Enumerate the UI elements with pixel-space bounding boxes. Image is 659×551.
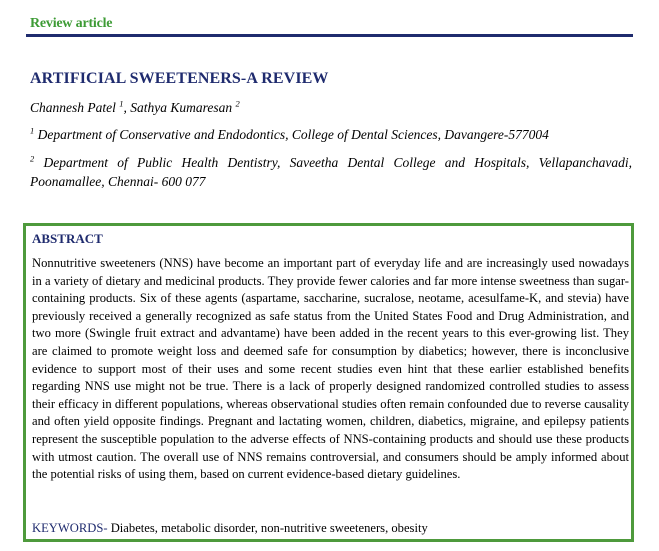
author-affiliation-marker: 1: [119, 98, 124, 109]
affiliation-1: [30, 125, 632, 144]
affiliation-number: 1: [30, 125, 35, 136]
keywords-line: [32, 521, 428, 536]
header-rule: [26, 34, 633, 37]
author-list: [30, 100, 240, 116]
author-name: Sathya Kumaresan: [130, 100, 233, 115]
affiliation-text: Department of Conservative and Endodontics, College of Dental Sciences, Davangere-577004: [37, 127, 549, 142]
author-affiliation-marker: 2: [235, 98, 240, 109]
keywords-text: Diabetes, metabolic disorder, non-nutritive sweeteners, obesity: [107, 521, 428, 535]
abstract-body: Nonnutritive sweeteners (NNS) have become an important part of everyday life and are increasingly used nowadays in a variety of dietary and medicinal products. They provide fewer calories and far more intense sweetness than sugar-containing products. Six of these agents (aspartame, saccharine, sucralose, neotame, acesulfame-K, and stevia) have previously received a generally recognized as safe status from the United States Food and Drug Administration, and two more (Swingle fruit extract and advantame) have been added in the recent years to this ever-growing list. They are claimed to promote weight loss and deemed safe for consumption by diabetics; however, there is inconclusive evidence to support most of their uses and some recent studies even hint that these earlier established benefits regarding NNS use might not be true. There is a lack of properly designed randomized controlled studies to assess their efficacy in different populations, whereas observational studies often remain confounded due to reverse causality and often yield opposite findings. Pregnant and lactating women, children, diabetics, migraine, and epilepsy patients represent the susceptible population to the adverse effects of NNS-containing products and should use these products with utmost caution. The overall use of NNS remains controversial, and consumers should be amply informed about the potential risks of using them, based on current evidence-based dietary guidelines.: [32, 256, 629, 482]
article-type-label: Review article: [30, 16, 113, 31]
affiliation-number: 2: [30, 153, 35, 164]
keywords-label: KEYWORDS-: [32, 521, 108, 535]
affiliation-2: [30, 153, 632, 191]
paper-title: ARTIFICIAL SWEETENERS-A REVIEW: [30, 70, 329, 87]
abstract-heading: ABSTRACT: [32, 231, 103, 246]
author-separator: ,: [123, 100, 131, 115]
author-name: Channesh Patel: [30, 100, 116, 115]
affiliation-text: Department of Public Health Dentistry, Saveetha Dental College and Hospitals, Vellapanchavadi, Poonamallee, Chennai- 600 077: [30, 155, 632, 189]
abstract-box: [23, 223, 634, 542]
